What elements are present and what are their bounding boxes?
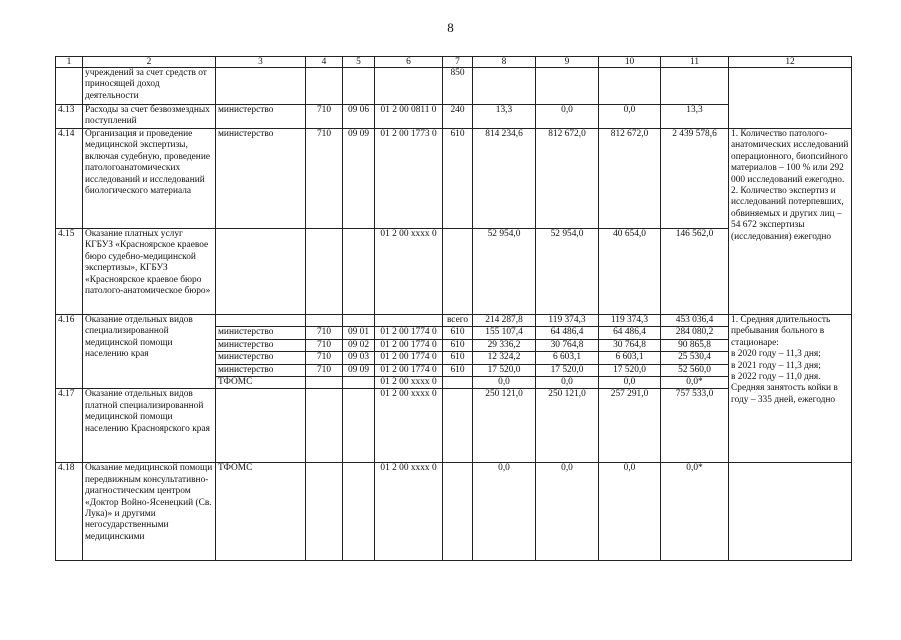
amount-2020: 214 287,8: [473, 315, 536, 327]
amount-2022: 0,0: [599, 105, 661, 129]
amount-2021: 812 672,0: [536, 129, 599, 229]
administrator: министерство: [216, 364, 306, 376]
amount-2020: 0,0: [473, 377, 536, 389]
grbs-code: 710: [306, 352, 343, 364]
amount-2021: 0,0: [536, 463, 599, 561]
amount-2021: 64 486,4: [536, 327, 599, 339]
amount-total: 25 530,4: [661, 352, 729, 364]
amount-total: 90 865,8: [661, 339, 729, 351]
target-code: 01 2 00 xxxx 0: [375, 229, 443, 315]
item-number: 4.14: [56, 129, 83, 229]
expense-type: 610: [443, 129, 473, 229]
target-code: 01 2 00 1774 0: [375, 364, 443, 376]
amount-2020: 250 121,0: [473, 389, 536, 463]
target-code: 01 2 00 0811 0: [375, 105, 443, 129]
grbs-code: 710: [306, 129, 343, 229]
amount-2022: 64 486,4: [599, 327, 661, 339]
amount-2022: 6 603,1: [599, 352, 661, 364]
amount-2020: 17 520,0: [473, 364, 536, 376]
column-number: 8: [473, 57, 536, 68]
amount-2021: 119 374,3: [536, 315, 599, 327]
administrator: министерство: [216, 327, 306, 339]
item-name: Оказание отдельных видов платной специализированной медицинской помощи населению Красноярского края: [83, 389, 216, 463]
column-number: 11: [661, 57, 729, 68]
column-number: 7: [443, 57, 473, 68]
amount-2020: 12 324,2: [473, 352, 536, 364]
column-number: 4: [306, 57, 343, 68]
grbs-code: 710: [306, 364, 343, 376]
expense-type: 240: [443, 105, 473, 129]
result-indicators: 1. Количество патолого-анатомических исследований операционного, биопсийного материалов – 100 % или 292 000 исследований ежегодно. 2. Количество экспертиз и исследований потерпевших, обвиняемых и других лиц – 54 672 экспертизы (исследования) ежегодно: [729, 129, 852, 315]
column-number: 5: [343, 57, 375, 68]
amount-2022: 119 374,3: [599, 315, 661, 327]
table-row: [56, 463, 852, 561]
result-indicators: 1. Средняя длительность пребывания больного в стационаре: в 2020 году – 11,3 дня; в 2021 году – 11,3 дня; в 2022 году – 11,0 дня. Средняя занятость койки в году – 335 дней, ежегодно: [729, 315, 852, 463]
administrator: министерство: [216, 339, 306, 351]
expense-type: 850: [443, 68, 473, 105]
section-code: [343, 377, 375, 389]
column-number: 10: [599, 57, 661, 68]
page-number: 8: [447, 20, 454, 35]
amount-2021: 0,0: [536, 105, 599, 129]
amount-2020: 13,3: [473, 105, 536, 129]
section-code: 09 02: [343, 339, 375, 351]
amount-total: 146 562,0: [661, 229, 729, 315]
amount-total: 2 439 578,6: [661, 129, 729, 229]
grbs-code: 710: [306, 327, 343, 339]
item-number: 4.17: [56, 389, 83, 463]
expense-type: 610: [443, 364, 473, 376]
table-row: [56, 315, 852, 327]
column-number: 1: [56, 57, 83, 68]
amount-2021: 6 603,1: [536, 352, 599, 364]
administrator: министерство: [216, 352, 306, 364]
administrator: министерство: [216, 129, 306, 229]
section-code: 09 06: [343, 105, 375, 129]
target-code: 01 2 00 1774 0: [375, 352, 443, 364]
section-code: 09 09: [343, 129, 375, 229]
column-number: 6: [375, 57, 443, 68]
amount-total: 284 080,2: [661, 327, 729, 339]
column-number: 12: [729, 57, 852, 68]
item-number: 4.13: [56, 105, 83, 129]
item-name: Оказание медицинской помощи передвижным консультативно-диагностическим центром «Доктор Войно-Ясенецкий (Св. Лука)» и другими негосударственными медицинскими: [83, 463, 216, 561]
grbs-code: 710: [306, 339, 343, 351]
amount-2022: 812 672,0: [599, 129, 661, 229]
amount-total: 757 533,0: [661, 389, 729, 463]
column-number: 2: [83, 57, 216, 68]
amount-2020: 0,0: [473, 463, 536, 561]
column-number-row: [56, 57, 852, 68]
amount-total: 0,0*: [661, 463, 729, 561]
expense-type: 610: [443, 327, 473, 339]
administrator: министерство: [216, 105, 306, 129]
amount-2021: 52 954,0: [536, 229, 599, 315]
amount-2020: 52 954,0: [473, 229, 536, 315]
section-code: 09 01: [343, 327, 375, 339]
grbs-code: [306, 377, 343, 389]
item-number: 4.15: [56, 229, 83, 315]
amount-2022: 0,0: [599, 377, 661, 389]
expense-type: 610: [443, 352, 473, 364]
target-code: 01 2 00 xxxx 0: [375, 463, 443, 561]
amount-total: 13,3: [661, 105, 729, 129]
administrator: ТФОМС: [216, 377, 306, 389]
amount-2022: 257 291,0: [599, 389, 661, 463]
amount-2022: 40 654,0: [599, 229, 661, 315]
amount-2021: 250 121,0: [536, 389, 599, 463]
section-code: 09 03: [343, 352, 375, 364]
item-number: 4.18: [56, 463, 83, 561]
administrator: ТФОМС: [216, 463, 306, 561]
amount-2021: 30 764,8: [536, 339, 599, 351]
amount-total: 0,0*: [661, 377, 729, 389]
target-code: 01 2 00 xxxx 0: [375, 377, 443, 389]
amount-2022: 17 520,0: [599, 364, 661, 376]
target-code: 01 2 00 1774 0: [375, 327, 443, 339]
amount-total: 52 560,0: [661, 364, 729, 376]
target-code: 01 2 00 1774 0: [375, 339, 443, 351]
item-name: Организация и проведение медицинской экспертизы, включая судебную, проведение патологоанатомических исследований и исследований биологического материала: [83, 129, 216, 229]
table-row: [56, 68, 852, 105]
amount-2020: 29 336,2: [473, 339, 536, 351]
amount-2022: 0,0: [599, 463, 661, 561]
budget-table: [55, 56, 852, 561]
amount-2022: 30 764,8: [599, 339, 661, 351]
item-name: учреждений за счет средств от приносящей доход деятельности: [83, 68, 216, 105]
expense-type: 610: [443, 339, 473, 351]
target-code: 01 2 00 1773 0: [375, 129, 443, 229]
expense-type: всего: [443, 315, 473, 327]
grbs-code: 710: [306, 105, 343, 129]
amount-2021: 17 520,0: [536, 364, 599, 376]
amount-total: 453 036,4: [661, 315, 729, 327]
expense-type: [443, 377, 473, 389]
amount-2020: 155 107,4: [473, 327, 536, 339]
column-number: 9: [536, 57, 599, 68]
item-name: Оказание платных услуг КГБУЗ «Красноярское краевое бюро судебно-медицинской экспертизы», КГБУЗ «Красноярское краевое бюро патолого-анатомическое бюро»: [83, 229, 216, 315]
item-name: Оказание отдельных видов специализированной медицинской помощи населению края: [83, 315, 216, 389]
column-number: 3: [216, 57, 306, 68]
amount-2020: 814 234,6: [473, 129, 536, 229]
item-number: 4.16: [56, 315, 83, 389]
item-name: Расходы за счет безвозмездных поступлений: [83, 105, 216, 129]
target-code: 01 2 00 xxxx 0: [375, 389, 443, 463]
table-row: [56, 129, 852, 229]
section-code: 09 09: [343, 364, 375, 376]
amount-2021: 0,0: [536, 377, 599, 389]
